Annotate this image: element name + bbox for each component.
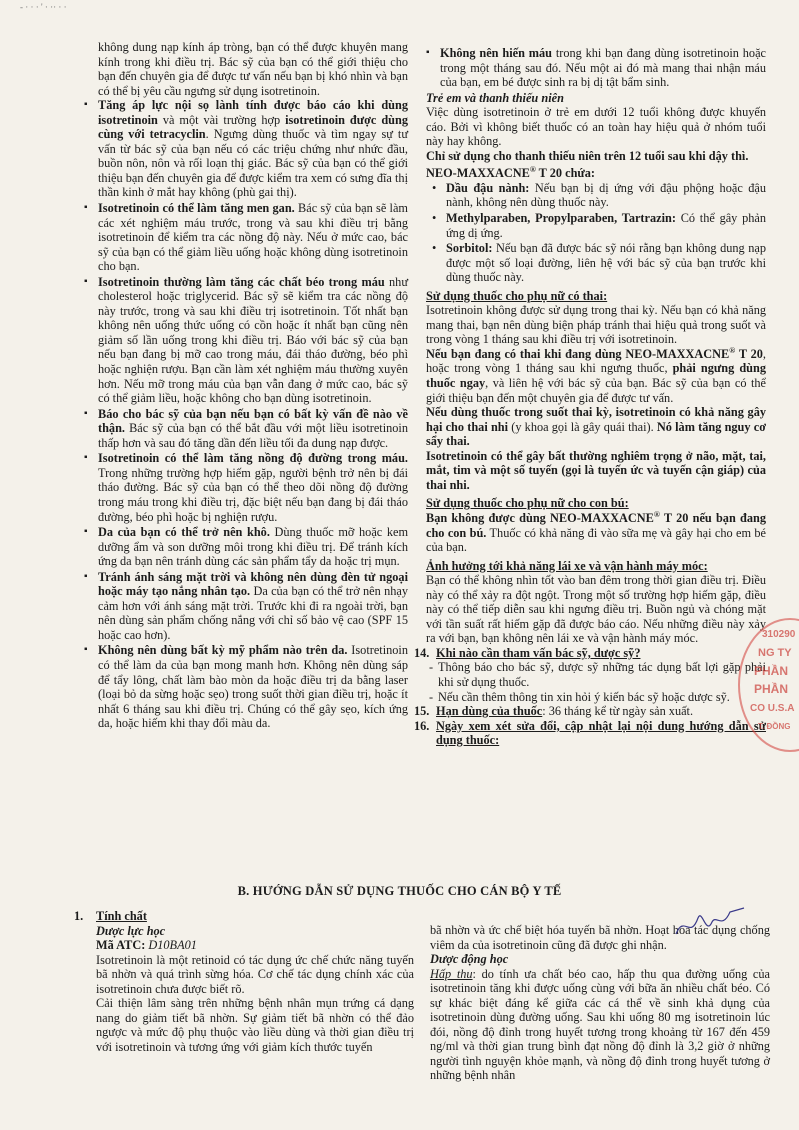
driving-paragraph: Bạn có thể không nhìn tốt vào ban đêm trong thời gian điều trị. Điều này có thể xảy ra đột ngột. Trong một số trường hợp hiếm gặp, điều này có thể tiếp diễn sau khi ngưng điều trị. Buồn ngủ và chóng mặt với tần suất rất hiếm gặp đã được báo cáo. Nếu những điều này xảy ra với bạn, bạn không nên lái xe và vận hành máy móc.	[426, 573, 766, 646]
company-stamp: 310290 NG TY PHẦN PHẦN CO U.S.A T. ĐỒNG	[738, 618, 799, 752]
warning-blood-sugar: ▪ Isotretinoin có thể làm tăng nồng độ đường trong máu. Trong những trường hợp hiếm gặp, người bệnh trở nên bị đái tháo đường. Bác sỹ của bạn có thể theo dõi nồng độ đường trong máu trong khi điều trị, đặc biệt nếu bạn đang bị đái tháo đường, béo phì hoặc bị nghiện rượu.	[84, 451, 408, 524]
section-15: 15. Hạn dùng của thuốc: 36 tháng kể từ ngày sản xuất.	[414, 704, 694, 719]
left-column	[84, 40, 408, 732]
driving-heading: Ảnh hưởng tới khả năng lái xe và vận hành máy móc:	[426, 558, 708, 573]
ingredient-soybean-oil: • Dầu đậu nành: Nếu bạn bị dị ứng với đậu phộng hoặc đậu nành, không nên dùng thuốc này.	[426, 181, 766, 210]
warning-kidney: ▪ Báo cho bác sỹ của bạn nếu bạn có bất kỳ vấn đề nào về thận. Bác sỹ của bạn có thể bắt đầu với một liều isotretinoin thấp hơn và sau đó tăng dần đến liều tối đa dung nạp được.	[84, 407, 408, 451]
pharmacodynamics-continued: bã nhờn và ức chế biệt hóa tuyến bã nhờn. Hoạt hóa tác dụng chống viêm da của isotretinoin cũng đã được ghi nhận.	[430, 923, 770, 952]
pharmacodynamics-heading: Dược lực học	[96, 923, 166, 938]
contains-heading: NEO-MAXXACNE® T 20 chứa:	[426, 165, 596, 181]
bottom-left-column	[74, 909, 414, 1054]
warning-blood-fats: ▪ Isotretinoin thường làm tăng các chất béo trong máu như cholesterol hoặc triglycerid. Bác sỹ sẽ kiểm tra các nồng độ này trước, trong và sau khi điều trị isotretinoin. Tốt nhất bạn không nên uống thức uống có cồn hoặc ít nhất bạn cũng nên giảm số lần uống trong khi điều trị. Báo với bác sỹ của bạn nếu bạn đang bị mỡ cao trong máu, đái tháo đường, béo phì hoặc nghiện rượu. Bạn cần làm xét nghiệm máu thường xuyên hơn. Nếu mỡ trong máu của bạn vẫn đang ở mức cao, bác sỹ có thể giảm liều, hoặc không cho bạn dùng isotretinoin.	[84, 275, 408, 406]
atc-code: Mã ATC: D10BA01	[96, 938, 197, 953]
ingredient-sorbitol: • Sorbitol: Nếu bạn đã được bác sỹ nói rằng bạn không dung nạp được một số loại đường, liên hệ với bác sỹ của bạn trước khi dùng thuốc này.	[426, 241, 766, 285]
right-column	[414, 46, 767, 748]
pharmacokinetics-heading: Dược động học	[430, 952, 509, 967]
pharmacodynamics-paragraph-1: Isotretinoin là một retinoid có tác dụng ức chế chức năng tuyến bã nhờn và quá trình sừng hóa. Cơ chế tác dụng chính xác của isotretinoin chưa được biết rõ.	[96, 952, 414, 996]
section-16: 16. Ngày xem xét sửa đổi, cập nhật lại nội dung hướng dẫn sử dụng thuốc:	[414, 718, 766, 748]
section-14-heading: 14. Khi nào cần tham vấn bác sỹ, dược sỹ?	[414, 645, 641, 660]
pregnancy-paragraph-4: Isotretinoin có thể gây bất thường nghiêm trọng ở não, mặt, tai, mắt, tim và một số tuyến (gọi là tuyến ức và tuyến cận giáp) của thai nhi.	[426, 448, 766, 492]
pregnancy-paragraph-2: Nếu bạn đang có thai khi đang dùng NEO-MAXXACNE® T 20, hoặc trong vòng 1 tháng sau khi ngưng thuốc, phải ngưng dùng thuốc ngay, và liên hệ với bác sỹ của bạn. Bác sỹ của bạn có thể giới thiệu bạn đến một chuyên gia để được tư vấn.	[426, 345, 766, 405]
section-14-item-2: - Nếu cần thêm thông tin xin hỏi ý kiến bác sỹ hoặc dược sỹ.	[426, 690, 766, 705]
lactation-heading: Sử dụng thuốc cho phụ nữ cho con bú:	[426, 496, 629, 511]
warning-dry-skin: ▪ Da của bạn có thể trở nên khô. Dùng thuốc mỡ hoặc kem dưỡng ẩm và son dưỡng môi trong khi điều trị. Để tránh kích ứng da bạn nên tránh dùng các sản phẩm tẩy da hoặc trị mụn.	[84, 525, 408, 569]
continued-paragraph: không dung nạp kính áp tròng, bạn có thể được khuyên mang kính trong khi điều trị. Bác sỹ của bạn có thể giới thiệu cho bạn đến chuyên gia để được tư vấn nếu bạn bị khó nhìn và bạn có thể bị yêu cầu ngưng sử dụng isotretinoin.	[98, 40, 408, 98]
pregnancy-heading: Sử dụng thuốc cho phụ nữ có thai:	[426, 288, 608, 303]
pharmacodynamics-paragraph-2: Cải thiện lâm sàng trên những bệnh nhân mụn trứng cá dạng nang do giảm tiết bã nhờn. Sự giảm tiết bã nhờn có thể đảo ngược và mức độ phụ thuộc vào liều dùng và thời gian điều trị với isotretinoin và tương ứng với giảm kích thước tuyến	[96, 996, 414, 1054]
lactation-paragraph: Bạn không được dùng NEO-MAXXACNE® T 20 nếu bạn đang cho con bú. Thuốc có khả năng đi vào sữa mẹ và gây hại cho em bé của bạn.	[426, 509, 767, 555]
warning-blood-donation: ▪ Không nên hiến máu trong khi bạn đang dùng isotretinoin hoặc trong một tháng sau đó. Nếu một ai đó mà mang thai nhận máu của bạn, em bé được sinh ra bị dị tật bẩm sinh.	[426, 46, 766, 90]
pregnancy-paragraph-1: Isotretinoin không được sử dụng trong thai kỳ. Nếu bạn có khả năng mang thai, bạn nên dùng biện pháp tránh thai hiệu quả trong suốt và trong vòng 1 tháng sau khi điều trị với isotretinoin.	[426, 303, 766, 347]
section-14-item-1: - Thông báo cho bác sỹ, dược sỹ những tác dụng bất lợi gặp phải khi sử dụng thuốc.	[426, 660, 766, 689]
ingredient-parabens: • Methylparaben, Propylparaben, Tartrazin: Có thể gây phản ứng dị ứng.	[426, 211, 766, 240]
scan-noise-marks: - · · · ' · ·· · ·	[20, 2, 67, 12]
warning-intracranial-pressure: ▪ Tăng áp lực nội sọ lành tính được báo cáo khi dùng isotretinoin và một vài trường hợp isotretinoin được dùng cùng với tetracyclin. Ngưng dùng thuốc và tìm ngay sự tư vấn từ bác sỹ của bạn nếu có các triệu chứng như nhức đầu, buồn nôn, nôn và rối loạn thị giác. Bác sỹ của bạn có thể giới thiệu bạn đến chuyên gia để được kiểm tra xem có sưng đĩa thị thần kinh ở mắt hay không (phù gai thị).	[84, 98, 408, 200]
pregnancy-paragraph-3: Nếu dùng thuốc trong suốt thai kỳ, isotretinoin có khả năng gây hại cho thai nhi (y khoa gọi là gây quái thai). Nó làm tăng nguy cơ sẩy thai.	[426, 405, 767, 449]
signature	[672, 904, 752, 944]
section-1-heading: 1. Tính chất	[74, 909, 147, 923]
absorption-paragraph: Hấp thu: do tính ưa chất béo cao, hấp thu qua đường uống của isotretinoin tăng khi được uống cùng với bữa ăn nhiều chất béo. Có sự khác biệt đáng kể giữa các cá thể về sinh khả dụng của isotretinoin dùng đường uống. Sau khi uống 80 mg isotretinoin lúc đói, nồng độ đỉnh trong huyết tương trong khoảng từ 167 đến 459 ng/ml và thời gian trung bình đạt nồng độ đỉnh là 3,2 giờ ở những người tình nguyện khỏe mạnh, và nồng độ đỉnh trong huyết tương ở những bệnh nhân	[430, 966, 770, 1083]
warning-liver-enzymes: ▪ Isotretinoin có thể làm tăng men gan. Bác sỹ của bạn sẽ làm các xét nghiệm máu trước, trong và sau khi điều trị bằng isotretinoin để kiểm tra các nồng độ này. Nếu ở mức cao, bác sỹ của bạn có thể giảm liều uống hoặc không dùng isotretinoin cho bạn.	[84, 201, 408, 274]
teen-usage-note: Chỉ sử dụng cho thanh thiếu niên trên 12 tuổi sau khi dậy thì.	[426, 148, 749, 163]
section-b-title: B. HƯỚNG DẪN SỬ DỤNG THUỐC CHO CÁN BỘ Y TẾ	[237, 884, 562, 898]
children-heading: Trẻ em và thanh thiếu niên	[426, 90, 564, 105]
warning-sunlight: ▪ Tránh ánh sáng mặt trời và không nên dùng đèn tử ngoại hoặc máy tạo nắng nhân tạo. Da của bạn có thể trở nên nhạy cảm hơn với ánh sáng mặt trời. Trước khi đi ra ngoài trời, bạn nên dùng sản phẩm chống nắng với chỉ số bảo vệ cao (SPF 15 hoặc cao hơn).	[84, 570, 408, 643]
children-paragraph: Việc dùng isotretinoin ở trẻ em dưới 12 tuổi không được khuyến cáo. Bởi vì không biết thuốc có an toàn hay hiệu quả ở nhóm tuổi này hay không.	[426, 105, 766, 149]
warning-cosmetics: ▪ Không nên dùng bất kỳ mỹ phẩm nào trên da. Isotretinoin có thể làm da của bạn mong manh hơn. Không nên dùng sáp để tẩy lông, chất làm bào mòn da hoặc điều trị da bằng laser (loại bỏ da sừng hoặc sẹo) trong suốt thời gian điều trị, hoặc ít nhất 6 tháng sau khi điều trị. Chúng có thể gây sẹo, kích ứng da, hoặc hiếm khi thay đổi màu da.	[84, 643, 408, 730]
